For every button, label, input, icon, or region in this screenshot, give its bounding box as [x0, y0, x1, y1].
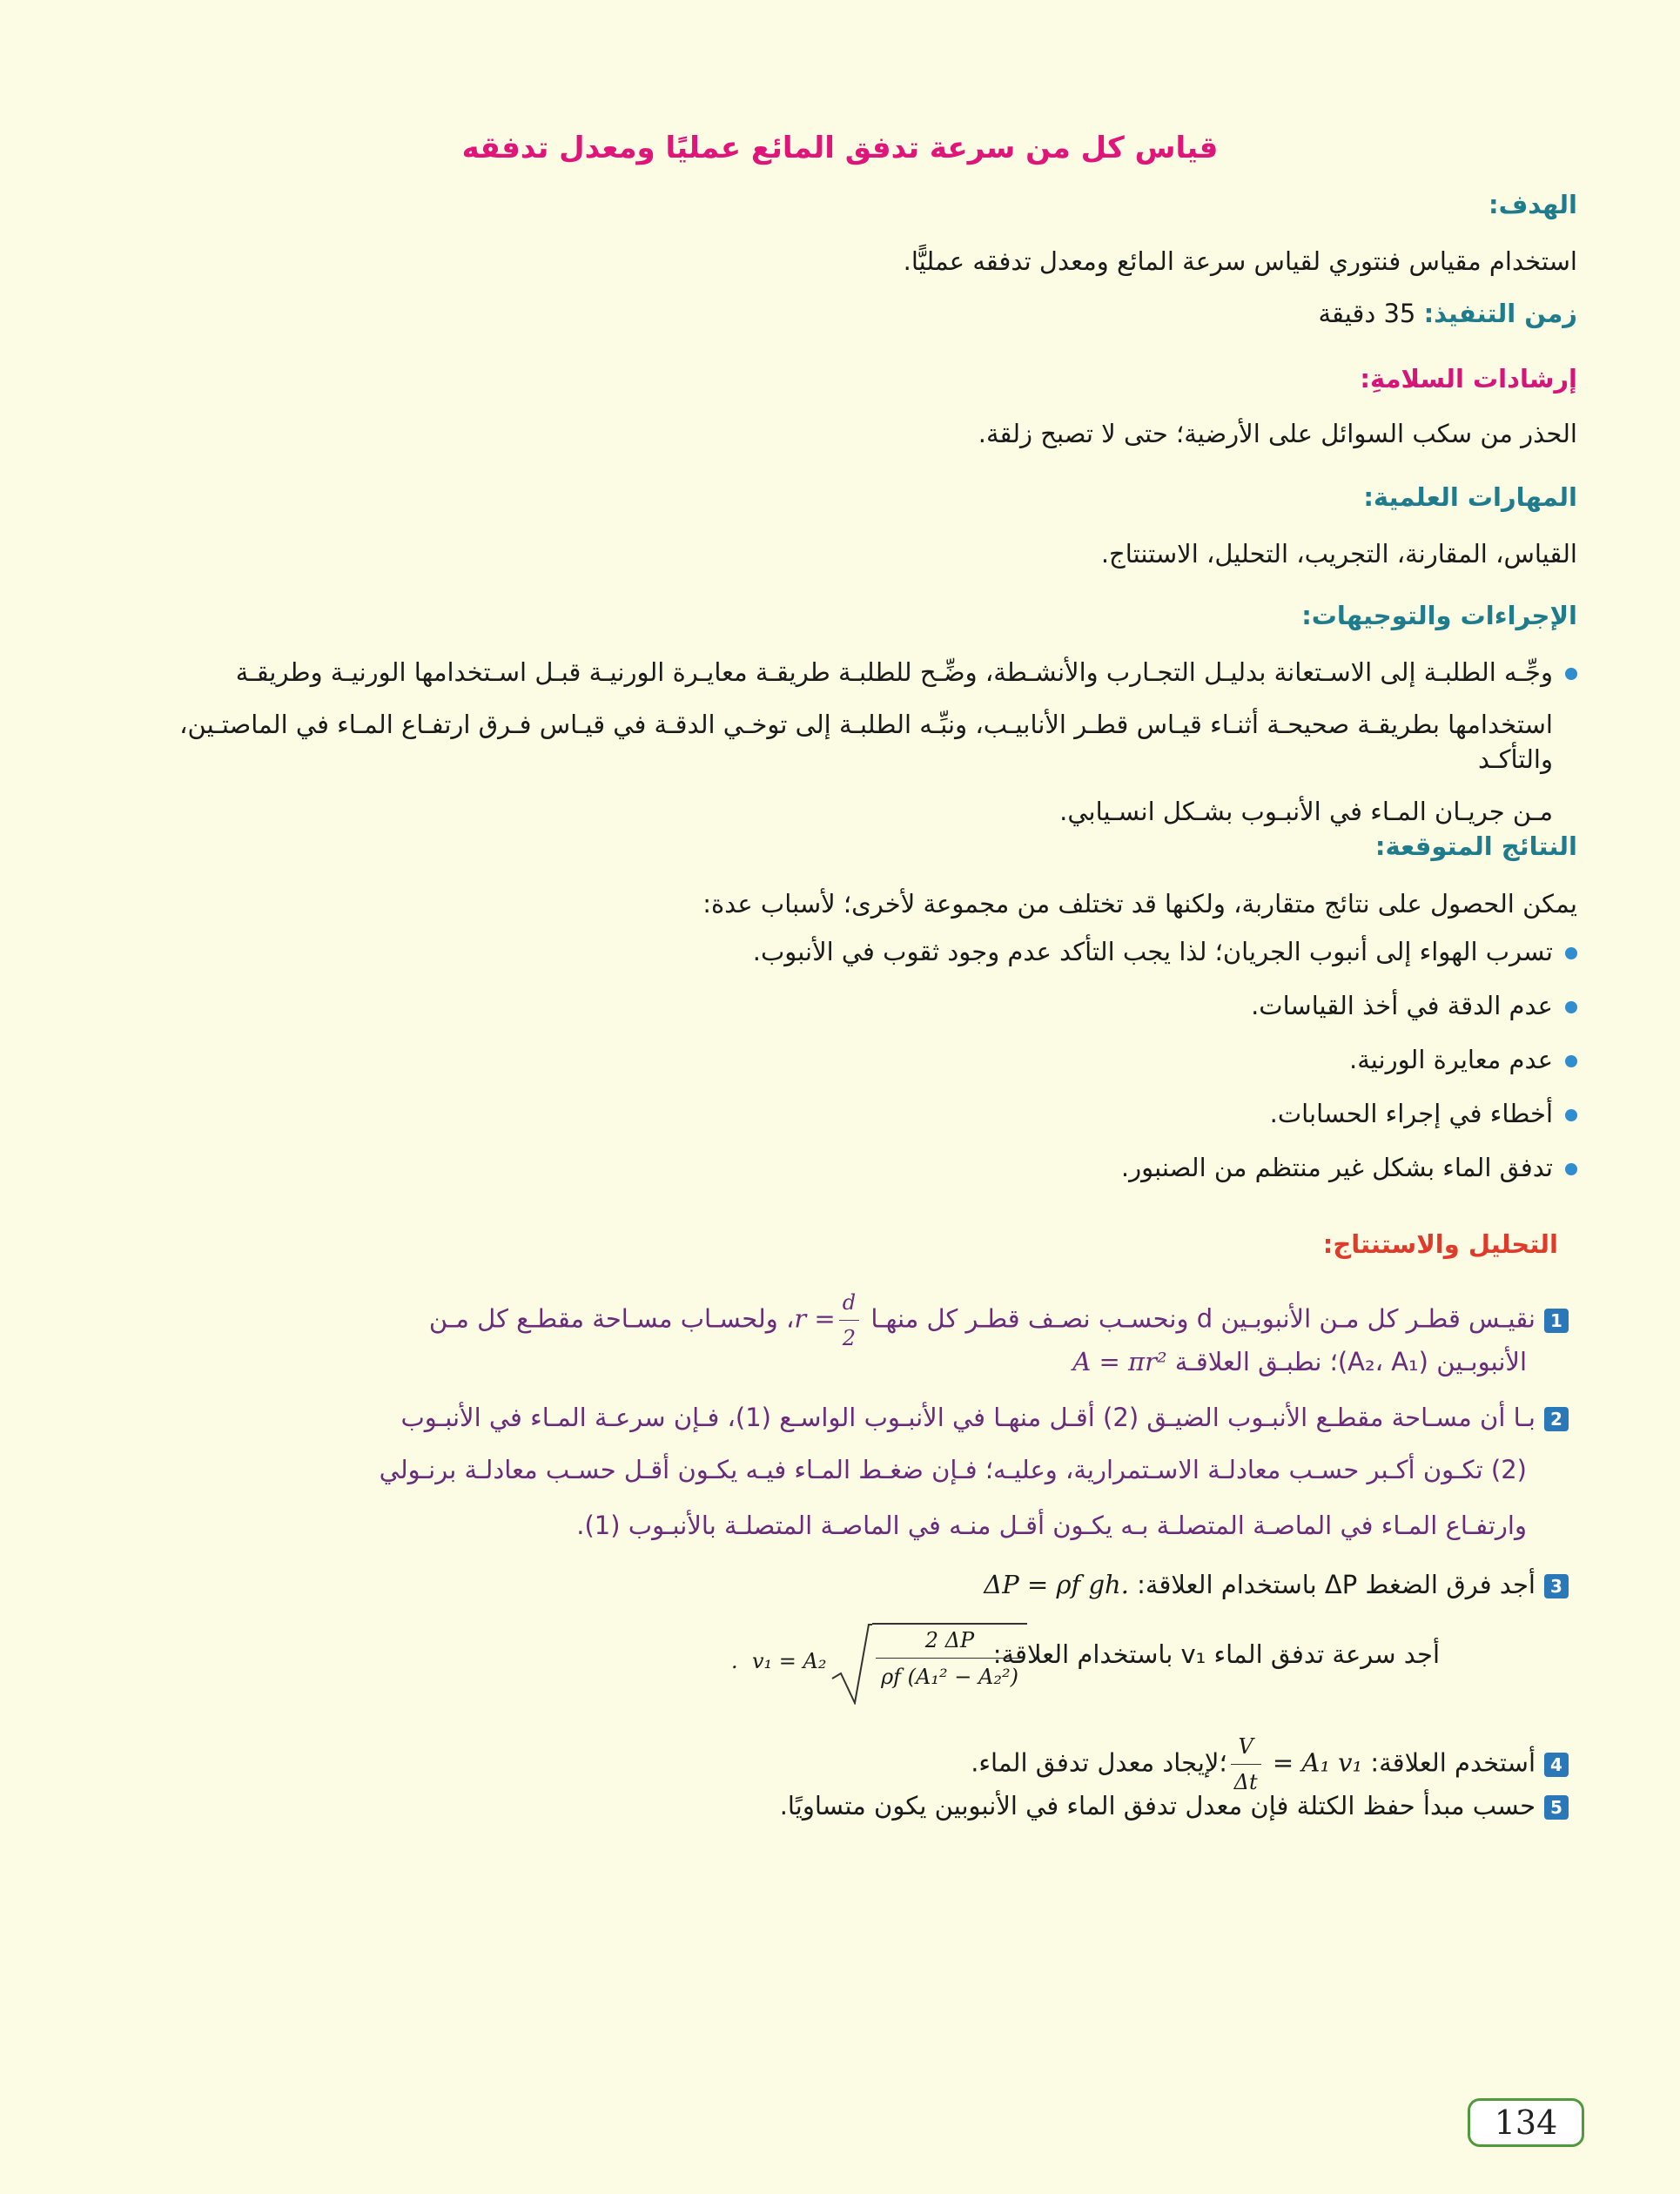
procedures-line-2: استخدامها بطريقـة صحيحـة أثنـاء قيـاس قطـر الأنابيـب، ونبِّـه الطلبـة إلى توخـي الدقـة في قيـاس فـرق ارتفـاع المـاء في الماصتـين، والتأكـد — [179, 710, 1553, 774]
number-badge-2: 2 — [1544, 1407, 1569, 1431]
area-formula: A = πr² — [1072, 1347, 1167, 1376]
page-number: 134 — [1468, 2098, 1584, 2147]
velocity-text: أجد سرعة تدفق الماء v₁ باستخدام العلاقة: — [992, 1639, 1440, 1669]
safety-heading — [131, 364, 1577, 394]
goal-text: استخدام مقياس فنتوري لقياس سرعة المائع ومعدل تدفقه عمليًّا. — [903, 246, 1577, 276]
expected-intro: يمكن الحصول على نتائج متقاربة، ولكنها قد تختلف من مجموعة لأخرى؛ لأسباب عدة: — [702, 889, 1577, 919]
number-badge-4: 4 — [1544, 1753, 1569, 1777]
list-item: تدفق الماء بشكل غير منتظم من الصنبور. — [131, 1153, 1577, 1182]
velocity-formula: . v₁ = A₂ 2 ΔP ρf (A₁² − A₂²) — [731, 1621, 1027, 1705]
list-item: عدم الدقة في أخذ القياسات. — [131, 991, 1577, 1020]
execution-time — [131, 296, 1577, 331]
number-badge-1: 1 — [1544, 1309, 1569, 1333]
procedures-heading-text: الإجراءات والتوجيهات: — [1301, 601, 1577, 630]
time-value: 35 دقيقة — [1318, 299, 1416, 328]
fraction-v-over-dt: $\frac{V}{\Delta t}$ — [1231, 1729, 1261, 1800]
bullet-dot-icon — [1565, 1109, 1577, 1121]
goal-heading: الهدف: — [1488, 190, 1577, 219]
analysis-item-2: 2بـا أن مسـاحة مقطـع الأنبـوب الضيـق (2) أقـل منهـا في الأنبـوب الواسـع (1)، فـإن سرعـة المـاء في الأنبـوب — [305, 1400, 1569, 1435]
list-item: عدم معايرة الورنية. — [131, 1045, 1577, 1074]
list-item: تسرب الهواء إلى أنبوب الجريان؛ لذا يجب التأكد عدم وجود ثقوب في الأنبوب. — [131, 937, 1577, 966]
analysis-item-3: 3أجد فرق الضغط ΔP باستخدام العلاقة: ΔP = ρf gh. — [131, 1567, 1569, 1602]
analysis-item-2-line-3: وارتفـاع المـاء في الماصـة المتصلـة بـه يكـون أقـل منـه في الماصـة المتصلـة بالأنبـوب (1). — [576, 1511, 1527, 1540]
procedures-line-3: مـن جريـان المـاء في الأنبـوب بشـكل انسـيابي. — [1059, 797, 1553, 826]
procedures-paragraph — [131, 655, 1577, 829]
list-item: أخطاء في إجراء الحسابات. — [131, 1099, 1577, 1128]
safety-text: الحذر من سكب السوائل على الأرضية؛ حتى لا تصبح زلقة. — [978, 419, 1577, 448]
procedures-heading — [131, 601, 1577, 630]
bullet-dot-icon — [1565, 668, 1577, 680]
analysis-item-2-line-2: (2) تكـون أكـبر حسـب معادلـة الاسـتمرارية، وعليـه؛ فـإن ضغـط المـاء فيـه يكـون أقـل حسـب معادلـة برنـولي — [379, 1455, 1527, 1484]
number-badge-3: 3 — [1544, 1574, 1569, 1598]
analysis-item-1: 1نقيـس قطـر كل مـن الأنبوبـين d ونحسـب نصـف قطـر كل منهـا $\frac{d}{2}$ r =، ولحسـاب مسـاحة مقطـع كل مـن — [305, 1285, 1569, 1356]
bullet-dot-icon — [1565, 1055, 1577, 1067]
pressure-formula: ΔP = ρf gh. — [984, 1570, 1129, 1599]
analysis-item-4: 4أستخدم العلاقة: = A₁ v₁ $\frac{V}{\Delta t}$ ؛لإيجاد معدل تدفق الماء. — [131, 1729, 1569, 1800]
bullet-dot-icon — [1565, 947, 1577, 959]
bullet-dot-icon — [1565, 1163, 1577, 1175]
expected-heading-text: النتائج المتوقعة: — [1374, 831, 1577, 861]
goal-section — [131, 190, 1577, 219]
analysis-item-5: 5حسب مبدأ حفظ الكتلة فإن معدل تدفق الماء في الأنبوبين يكون متساويًا. — [131, 1788, 1569, 1823]
skills-heading-text: المهارات العلمية: — [1363, 482, 1577, 512]
fraction-d-over-2: $\frac{d}{2}$ — [839, 1285, 859, 1356]
time-label: زمن التنفيذ: — [1423, 299, 1577, 328]
analysis-heading — [131, 1229, 1558, 1259]
skills-text: القياس، المقارنة، التجريب، التحليل، الاستنتاج. — [1100, 539, 1577, 569]
square-root-icon — [829, 1621, 872, 1705]
skills-heading — [131, 482, 1577, 512]
bullet-dot-icon — [1565, 1001, 1577, 1013]
analysis-item-1-cont: الأنبوبـين (A₂، A₁)؛ نطبـق العلاقـة A = πr² — [1072, 1347, 1527, 1376]
expected-heading — [131, 831, 1577, 861]
procedures-line-1: وجِّـه الطلبـة إلى الاسـتعانة بدليـل التجـارب والأنشـطة، وضِّـح للطلبـة طريقـة معايـرة الورنيـة قبـل اسـتخدامها الورنيـة وطريقـة — [131, 655, 1577, 690]
page-title: قياس كل من سرعة تدفق المائع عمليًا ومعدل تدفقه — [461, 131, 1219, 165]
number-badge-5: 5 — [1544, 1795, 1569, 1820]
analysis-heading-text: التحليل والاستنتاج: — [1322, 1229, 1558, 1259]
safety-heading-text: إرشادات السلامةِ: — [1360, 364, 1577, 394]
